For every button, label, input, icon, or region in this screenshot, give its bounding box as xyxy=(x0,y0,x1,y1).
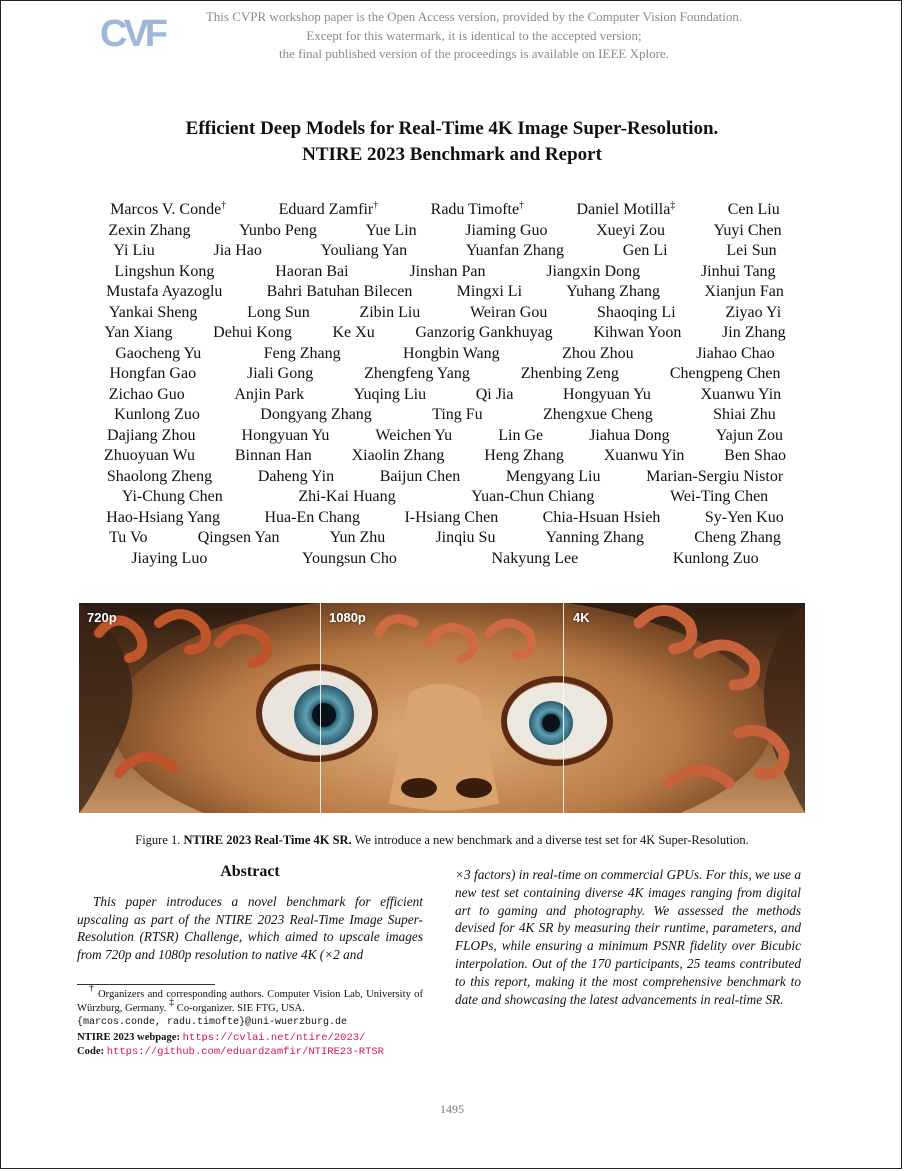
author-row xyxy=(84,262,806,283)
author-name-text: Marian-Sergiu Nistor xyxy=(646,467,784,485)
author-name xyxy=(403,344,500,365)
author-name xyxy=(484,446,564,467)
author-name-text: Tu Vo xyxy=(109,529,148,546)
author-name xyxy=(593,323,681,344)
author-name-text: Hua-En Chang xyxy=(264,508,360,526)
author-name xyxy=(700,385,781,406)
watermark-line: This CVPR workshop paper is the Open Access version, provided by the Computer Vision Foundation. xyxy=(205,9,743,24)
label-4k: 4K xyxy=(573,610,590,625)
author-name-text: Jiahao Chao xyxy=(696,344,775,362)
author-name-text: Xuanwu Yin xyxy=(700,385,782,403)
author-name-text: Shiai Zhu xyxy=(713,406,776,423)
right-nostril xyxy=(456,778,492,798)
author-name-text: Daheng Yin xyxy=(257,467,335,485)
author-name xyxy=(725,303,781,324)
author-row xyxy=(84,385,806,406)
author-name-text: Zhi-Kai Huang xyxy=(298,488,396,505)
author-name xyxy=(471,487,594,508)
author-name-text: Qi Jia xyxy=(475,385,514,403)
author-name-text: Gaocheng Yu xyxy=(115,344,202,362)
author-name-text: Yun Zhu xyxy=(329,529,386,546)
author-name xyxy=(113,241,154,262)
author-name-text: Baijun Chen xyxy=(379,467,461,485)
author-row xyxy=(84,446,806,467)
author-name-text: Yue Lin xyxy=(365,221,417,239)
author-name xyxy=(354,385,426,406)
footnote-code xyxy=(77,1045,423,1059)
author-name-text: Wei-Ting Chen xyxy=(670,488,769,505)
author-row xyxy=(84,426,806,447)
author-name-text: Hongyuan Yu xyxy=(563,385,651,403)
author-name xyxy=(432,405,483,426)
author-row xyxy=(84,364,806,385)
author-name xyxy=(380,467,460,488)
author-name xyxy=(604,446,685,467)
author-name xyxy=(104,323,172,344)
author-name-text: Bahri Batuhan Bilecen xyxy=(266,283,413,300)
author-name-text: Dongyang Zhang xyxy=(260,406,372,423)
author-name xyxy=(198,528,280,549)
author-name xyxy=(109,385,185,406)
author-name xyxy=(359,303,420,324)
label-1080p: 1080p xyxy=(329,610,366,625)
author-name-text: Hongfan Gao xyxy=(109,365,197,382)
footnote-emails: {marcos.conde, radu.timofte}@uni-wuerzburg.de xyxy=(77,1017,348,1029)
author-name xyxy=(705,508,784,529)
author-name xyxy=(457,282,522,303)
author-name-text: Ben Shao xyxy=(724,447,787,464)
author-row xyxy=(84,282,806,303)
paper-title xyxy=(0,116,904,168)
author-name xyxy=(596,221,665,242)
author-name xyxy=(694,528,781,549)
author-name xyxy=(122,487,223,508)
author-name-text: Lin Ge xyxy=(498,426,544,444)
author-name xyxy=(235,446,312,467)
author-name-text: Feng Zhang xyxy=(263,344,341,362)
author-name xyxy=(415,323,552,344)
author-name xyxy=(114,262,214,283)
author-name xyxy=(646,467,783,488)
author-name-text: Xuanwu Yin xyxy=(603,447,685,464)
author-name-text: Zhou Zhou xyxy=(562,344,634,362)
author-name xyxy=(109,303,198,324)
author-name xyxy=(298,487,395,508)
author-name-text: Zhenbing Zeng xyxy=(520,365,619,382)
author-name-text: Yi-Chung Chen xyxy=(121,488,223,505)
author-name-text: Youngsun Cho xyxy=(302,549,397,567)
author-name-text: Ke Xu xyxy=(332,324,375,341)
author-name-text: Jiaying Luo xyxy=(131,549,208,567)
author-name xyxy=(302,549,397,570)
author-name xyxy=(543,405,653,426)
abstract-text-left: This paper introduces a novel benchmark for efficient upscaling as part of the NTIRE 2023 Real-Time Image Super-Resolution (RTSR) Challenge, which aimed to upscale images from 720p and 1080p resolution to native 4K (×2 and xyxy=(77,893,423,963)
author-name xyxy=(546,528,644,549)
author-name xyxy=(506,467,601,488)
author-name-text: Hongyuan Yu xyxy=(241,426,330,444)
author-name-text: Dehui Kong xyxy=(213,324,292,341)
author-row xyxy=(84,303,806,324)
author-name xyxy=(275,262,348,283)
author-name-text: Weichen Yu xyxy=(375,426,453,444)
author-name xyxy=(404,508,498,529)
author-name-text: Lingshun Kong xyxy=(114,262,215,280)
author-name xyxy=(713,405,776,426)
author-row xyxy=(84,487,806,508)
author-name-text: Daniel Motilla xyxy=(576,201,671,218)
author-name xyxy=(239,221,317,242)
author-row xyxy=(84,467,806,488)
author-name xyxy=(546,262,640,283)
footnote-mark-ddagger: ‡ xyxy=(169,997,175,1009)
caption-text: We introduce a new benchmark and a diverse test set for 4K Super-Resolution. xyxy=(354,833,749,847)
author-name-text: Ganzorig Gankhuyag xyxy=(415,324,553,341)
author-name-text: Gen Li xyxy=(622,242,668,259)
author-name xyxy=(115,344,201,365)
author-name-text: Jiali Gong xyxy=(246,365,314,382)
author-row xyxy=(84,323,806,344)
author-name-text: Zichao Guo xyxy=(108,385,185,403)
author-name-text: Ziyao Yi xyxy=(725,303,782,321)
author-name-text: Anjin Park xyxy=(234,385,305,403)
author-name xyxy=(562,344,634,365)
webpage-link[interactable]: https://cvlai.net/ntire/2023/ xyxy=(182,1031,366,1044)
author-name-text: Yuan-Chun Chiang xyxy=(471,488,595,505)
author-name-text: Weiran Gou xyxy=(469,303,548,321)
right-column xyxy=(455,866,801,1008)
author-name-text: Long Sun xyxy=(247,303,310,321)
author-name-text: Dajiang Zhou xyxy=(107,426,196,444)
author-name-text: Jiangxin Dong xyxy=(546,262,641,280)
author-name-text: Jiahua Dong xyxy=(589,426,670,444)
author-row xyxy=(84,241,806,262)
left-eye-pupil xyxy=(312,703,336,727)
author-name-text: Marcos V. Conde xyxy=(110,201,222,218)
author-row xyxy=(84,344,806,365)
author-name xyxy=(716,426,783,447)
author-name-text: Jinqiu Su xyxy=(435,529,496,546)
author-name xyxy=(106,282,222,303)
author-name xyxy=(332,323,374,344)
author-affiliation-mark: † xyxy=(373,200,379,211)
author-affiliation-mark: † xyxy=(221,200,227,211)
author-name xyxy=(234,385,304,406)
author-name xyxy=(364,364,470,385)
author-name xyxy=(521,364,619,385)
author-name-text: Kunlong Zuo xyxy=(672,549,759,567)
author-name-text: Yajun Zou xyxy=(715,426,783,444)
author-name xyxy=(260,405,372,426)
author-name xyxy=(264,344,341,365)
author-name-text: Mustafa Ayazoglu xyxy=(106,283,223,300)
author-name-text: Eduard Zamfir xyxy=(278,201,374,218)
author-name-text: Lei Sun xyxy=(726,242,777,259)
author-name xyxy=(109,528,147,549)
author-row xyxy=(84,508,806,529)
author-name xyxy=(321,241,407,262)
author-name xyxy=(714,221,782,242)
footnote-mark-dagger: † xyxy=(89,983,95,994)
author-row xyxy=(84,528,806,549)
author-name-text: Jinshan Pan xyxy=(409,262,486,280)
author-name xyxy=(476,385,514,406)
footnote-webpage xyxy=(77,1031,423,1045)
author-name-text: Yuanfan Zhang xyxy=(465,242,564,259)
author-name-text: Xueyi Zou xyxy=(596,221,665,239)
watermark-line: the final published version of the proceedings is available on IEEE Xplore. xyxy=(279,46,669,61)
right-eye-pupil xyxy=(542,714,560,732)
author-name-text: Yankai Sheng xyxy=(108,303,198,321)
author-name xyxy=(110,200,226,221)
author-name-text: Jinhui Tang xyxy=(700,262,776,280)
title-line-1: Efficient Deep Models for Real-Time 4K Image Super-Resolution. xyxy=(185,118,719,139)
author-name-text: Zibin Liu xyxy=(359,303,421,321)
author-name-text: Kunlong Zuo xyxy=(114,406,200,423)
footnote-affiliations xyxy=(77,983,424,1016)
author-name-text: Shaolong Zheng xyxy=(106,467,213,485)
code-link[interactable]: https://github.com/eduardzamfir/NTIRE23-RTSR xyxy=(106,1045,384,1058)
author-name-text: Hao-Hsiang Yang xyxy=(106,508,220,526)
author-name-text: Mingxi Li xyxy=(456,283,523,300)
author-name xyxy=(366,221,417,242)
author-name xyxy=(431,200,524,221)
author-name xyxy=(242,426,330,447)
author-name-text: Yanning Zhang xyxy=(545,529,645,546)
author-name-text: Jia Hao xyxy=(213,242,262,259)
label-720p: 720p xyxy=(87,610,117,625)
caption-prefix: Figure 1. xyxy=(135,833,181,847)
cvf-logo-text: CVF xyxy=(100,13,164,54)
author-name-text: Jin Zhang xyxy=(722,324,786,341)
figure-1-image xyxy=(79,603,805,813)
abstract-text-right: ×3 factors) in real-time on commercial GPUs. For this, we use a new test set containing diverse 4K images ranging from digital art to gaming and photography. We assessed the methods devised for 4K SR by measuring their runtime, parameters, and FLOPs, while ensuring a minimum PSNR fidelity over Bicubic interpolation. Out of the 170 participants, 25 teams contributed to this report, making it the most comprehensive benchmark to date and showcasing the latest advancements in real-time SR. xyxy=(455,867,801,1007)
figure-1 xyxy=(79,603,805,813)
title-line-2: NTIRE 2023 Benchmark and Report xyxy=(302,144,602,165)
author-name-text: Cheng Zhang xyxy=(694,529,781,546)
author-name xyxy=(722,323,786,344)
author-name xyxy=(597,303,676,324)
author-name-text: Jiaming Guo xyxy=(465,221,548,239)
author-name xyxy=(465,221,547,242)
author-name-text: Qingsen Yan xyxy=(197,529,280,546)
author-name-text: Shaoqing Li xyxy=(596,303,676,321)
author-name-text: Ting Fu xyxy=(432,406,483,423)
author-name xyxy=(492,549,579,570)
author-list xyxy=(84,200,806,569)
author-name xyxy=(701,262,776,283)
author-name xyxy=(107,467,212,488)
author-name xyxy=(247,364,313,385)
author-name-text: Radu Timofte xyxy=(430,201,520,218)
author-name xyxy=(409,262,485,283)
author-name-text: Mengyang Liu xyxy=(505,467,601,485)
figure-caption xyxy=(79,833,805,848)
watermark-line: Except for this watermark, it is identical to the accepted version; xyxy=(306,27,642,43)
cvf-logo xyxy=(100,10,168,54)
author-row xyxy=(84,221,806,242)
author-name xyxy=(563,385,651,406)
author-name xyxy=(108,221,190,242)
author-name xyxy=(470,303,547,324)
author-name-text: Yan Xiang xyxy=(104,324,173,341)
abstract-heading: Abstract xyxy=(220,863,280,880)
author-name xyxy=(498,426,543,447)
author-name xyxy=(375,426,452,447)
webpage-label: NTIRE 2023 webpage: xyxy=(77,1031,180,1043)
author-affiliation-mark: † xyxy=(519,200,525,211)
author-name xyxy=(264,508,360,529)
author-row xyxy=(84,549,806,570)
author-affiliation-mark: ‡ xyxy=(670,200,676,211)
left-nostril xyxy=(401,778,437,798)
author-name-text: Sy-Yen Kuo xyxy=(704,508,784,526)
author-name-text: Cen Liu xyxy=(727,201,780,218)
author-name-text: Kihwan Yoon xyxy=(593,324,682,341)
author-name-text: Zhengfeng Yang xyxy=(364,365,470,382)
caption-bold: NTIRE 2023 Real-Time 4K SR. xyxy=(183,833,352,847)
author-name-text: Heng Zhang xyxy=(484,447,564,464)
author-row xyxy=(84,200,806,221)
author-name xyxy=(352,446,445,467)
author-name xyxy=(279,200,379,221)
author-name-text: I-Hsiang Chen xyxy=(404,508,499,526)
author-name xyxy=(330,528,386,549)
author-name xyxy=(728,200,780,221)
footnote xyxy=(77,982,423,1059)
author-name-text: Xianjun Fan xyxy=(704,283,784,300)
author-name xyxy=(435,528,495,549)
author-name xyxy=(670,487,768,508)
author-row xyxy=(84,405,806,426)
code-label: Code: xyxy=(77,1045,105,1057)
footnote-rule xyxy=(77,984,215,985)
author-name xyxy=(704,282,784,303)
left-column xyxy=(77,863,423,964)
author-name xyxy=(213,241,261,262)
author-name-text: Binnan Han xyxy=(234,447,312,464)
author-name-text: Zhuoyuan Wu xyxy=(103,447,195,464)
footnote-line-1: Organizers and corresponding authors. Computer Vision Lab, University of Würzburg, Germany. xyxy=(77,989,424,1015)
author-name-text: Yunbo Peng xyxy=(239,221,317,239)
author-name xyxy=(577,200,676,221)
page-number: 1495 xyxy=(440,1102,464,1116)
author-name-text: Yuqing Liu xyxy=(353,385,427,403)
author-name xyxy=(670,364,781,385)
author-name-text: Zhengxue Cheng xyxy=(543,406,653,423)
author-name xyxy=(107,426,195,447)
author-name-text: Youliang Yan xyxy=(320,242,408,259)
author-name xyxy=(131,549,207,570)
author-name-text: Zexin Zhang xyxy=(108,221,191,239)
author-name xyxy=(466,241,564,262)
author-name xyxy=(114,405,200,426)
footnote-line-2: Co-organizer. SIE FTG, USA. xyxy=(176,1003,305,1015)
author-name-text: Chia-Hsuan Hsieh xyxy=(542,508,661,526)
author-name xyxy=(566,282,660,303)
author-name xyxy=(673,549,759,570)
author-name xyxy=(213,323,292,344)
author-name xyxy=(109,364,196,385)
author-name xyxy=(724,446,786,467)
author-name xyxy=(623,241,668,262)
author-name xyxy=(267,282,413,303)
author-name xyxy=(696,344,775,365)
author-name-text: Haoran Bai xyxy=(275,262,349,280)
author-name xyxy=(589,426,669,447)
author-name-text: Nakyung Lee xyxy=(491,549,579,567)
author-name xyxy=(258,467,334,488)
author-name-text: Yuyi Chen xyxy=(713,221,782,239)
author-name-text: Chengpeng Chen xyxy=(669,365,781,382)
author-name-text: Yuhang Zhang xyxy=(566,283,661,300)
author-name xyxy=(104,446,195,467)
open-access-watermark xyxy=(180,8,768,64)
author-name-text: Xiaolin Zhang xyxy=(351,447,445,464)
author-name xyxy=(106,508,220,529)
author-name xyxy=(543,508,661,529)
author-name-text: Hongbin Wang xyxy=(403,344,500,362)
author-name-text: Yi Liu xyxy=(113,242,155,259)
author-name xyxy=(247,303,310,324)
author-name xyxy=(726,241,776,262)
